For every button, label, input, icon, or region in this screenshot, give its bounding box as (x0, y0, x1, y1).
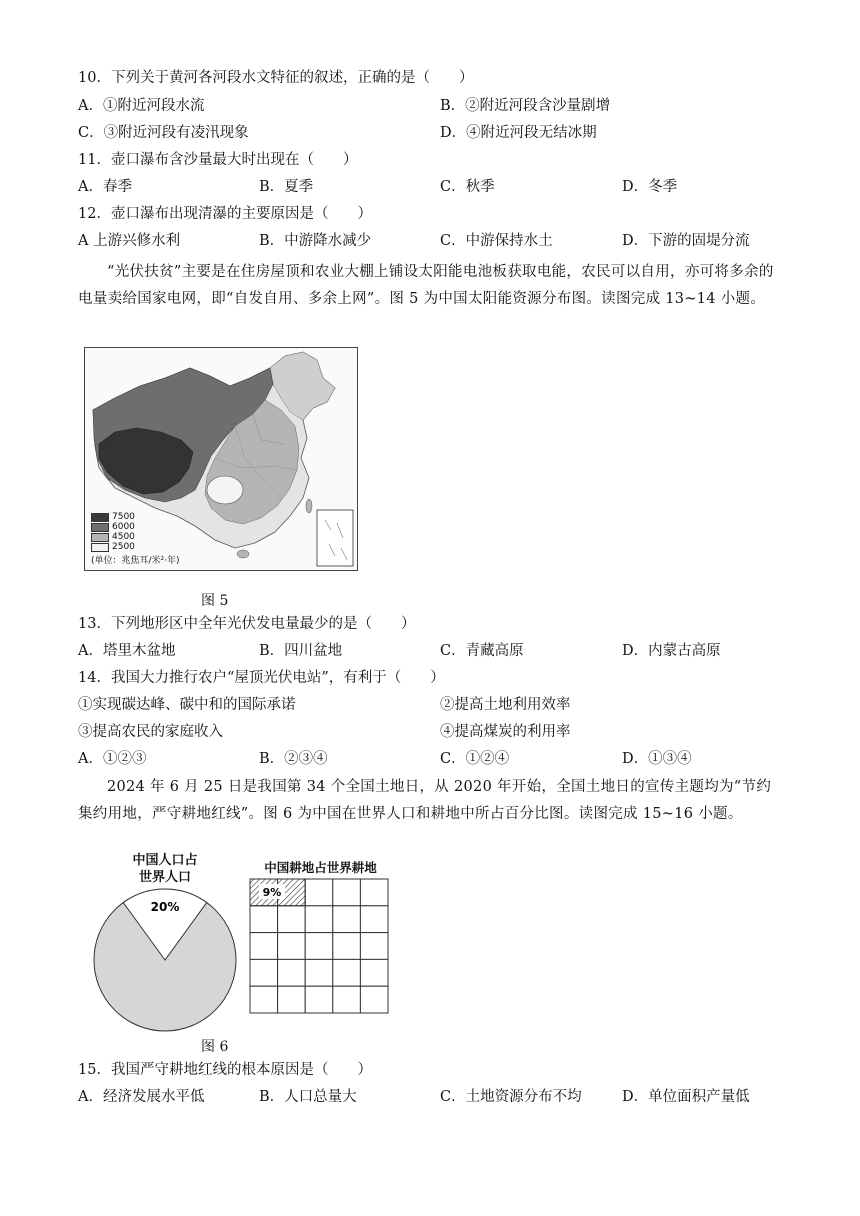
pie-title-line-1: 中国人口占 (132, 853, 198, 868)
farmland-grid-chart (249, 878, 389, 1014)
pie-slice-label: 20% (150, 900, 180, 914)
q14-statement-4: ④提高煤炭的利用率 (440, 724, 571, 740)
q14-stem: 14．我国大力推行农户“屋顶光伏电站”，有利于（ ） (78, 670, 445, 686)
q10-option-c: C．③附近河段有凌汛现象 (78, 125, 249, 141)
q14-statement-2: ②提高土地利用效率 (440, 697, 571, 713)
q14-statement-1: ①实现碳达峰、碳中和的国际承诺 (78, 697, 296, 713)
grid-cell (360, 959, 388, 986)
grid-cell (278, 959, 306, 986)
grid-cell (360, 986, 388, 1013)
q11-stem: 11．壶口瀑布含沙量最大时出现在（ ） (78, 152, 358, 168)
grid-cell (333, 906, 361, 933)
q10-option-a: A．①附近河段水流 (78, 98, 205, 114)
q14-option-b: B．②③④ (259, 751, 328, 767)
legend-unit: (单位：兆焦耳/米²·年) (91, 555, 180, 566)
china-solar-map (84, 347, 358, 571)
pie-title-line-2: 世界人口 (138, 870, 191, 885)
q13-option-b: B．四川盆地 (259, 643, 343, 659)
map-legend (91, 512, 180, 564)
q15-option-b: B．人口总量大 (259, 1089, 357, 1105)
q15-option-c: C．土地资源分布不均 (440, 1089, 582, 1105)
legend-label-7500: 7500 (112, 512, 135, 522)
q11-option-a: A．春季 (78, 179, 132, 195)
q13-option-c: C．青藏高原 (440, 643, 524, 659)
legend-swatch-2500 (91, 543, 109, 552)
q12-option-a: A 上游兴修水利 (78, 233, 181, 249)
q10-stem: 10．下列关于黄河各河段水文特征的叙述，正确的是（ ） (78, 70, 474, 86)
grid-cell (250, 959, 278, 986)
grid-cell (333, 959, 361, 986)
grid-cell (333, 933, 361, 960)
q12-option-d: D．下游的固堤分流 (622, 233, 750, 249)
legend-label-6000: 6000 (112, 522, 135, 532)
grid-cell (360, 906, 388, 933)
grid-cell (360, 879, 388, 906)
passage-land-day: 2024 年 6 月 25 日是我国第 34 个全国土地日，从 2020 年开始，全国土地日的宣传主题均为“节约集约用地，严守耕地红线”。图 6 为中国在世界人口和耕地中所占百分比图。读图完成 15~16 小题。 (78, 779, 772, 822)
grid-cell (360, 933, 388, 960)
grid-cell (333, 879, 361, 906)
grid-cell (250, 986, 278, 1013)
legend-label-2500: 2500 (112, 542, 135, 552)
q15-option-d: D．单位面积产量低 (622, 1089, 750, 1105)
q12-option-b: B．中游降水减少 (259, 233, 372, 249)
legend-item-6000 (91, 522, 180, 532)
legend-swatch-6000 (91, 523, 109, 532)
q15-option-a: A．经济发展水平低 (78, 1089, 205, 1105)
passage-solar: “光伏扶贫”主要是在住房屋顶和农业大棚上铺设太阳能电池板获取电能，农民可以自用，亦可将多余的电量卖给国家电网，即“自发自用、多余上网”。图 5 为中国太阳能资源分布图。读图完成 13~14 小题。 (78, 264, 774, 307)
grid-cell (278, 933, 306, 960)
q10-option-d: D．④附近河段无结冰期 (440, 125, 597, 141)
q10-option-b: B．②附近河段含沙量剧增 (440, 98, 611, 114)
grid-cell (278, 986, 306, 1013)
grid-cell (250, 906, 278, 933)
q13-option-d: D．内蒙古高原 (622, 643, 721, 659)
population-pie-chart (92, 887, 238, 1033)
legend-swatch-7500 (91, 513, 109, 522)
q15-stem: 15．我国严守耕地红线的根本原因是（ ） (78, 1062, 372, 1078)
grid-title: 中国耕地占世界耕地 (264, 860, 377, 875)
q13-option-a: A．塔里木盆地 (78, 643, 176, 659)
q11-option-d: D．冬季 (622, 179, 678, 195)
grid-cell (305, 879, 333, 906)
grid-cell (305, 906, 333, 933)
q11-option-b: B．夏季 (259, 179, 314, 195)
q14-option-d: D．①③④ (622, 751, 692, 767)
grid-cell (305, 986, 333, 1013)
q12-option-c: C．中游保持水土 (440, 233, 553, 249)
figure-5-caption: 图 5 (201, 593, 229, 609)
grid-cell (250, 933, 278, 960)
figure-6-caption: 图 6 (201, 1039, 229, 1055)
q11-option-c: C．秋季 (440, 179, 495, 195)
q14-option-a: A．①②③ (78, 751, 147, 767)
legend-item-4500 (91, 532, 180, 542)
legend-item-2500 (91, 542, 180, 552)
legend-swatch-4500 (91, 533, 109, 542)
q13-stem: 13．下列地形区中全年光伏发电量最少的是（ ） (78, 616, 416, 632)
grid-cell (305, 933, 333, 960)
pie-title (92, 852, 238, 886)
q14-statement-3: ③提高农民的家庭收入 (78, 724, 223, 740)
legend-label-4500: 4500 (112, 532, 135, 542)
q14-option-c: C．①②④ (440, 751, 510, 767)
q12-stem: 12．壶口瀑布出现清瀑的主要原因是（ ） (78, 206, 372, 222)
legend-item-7500 (91, 512, 180, 522)
grid-cell (333, 986, 361, 1013)
grid-cell (278, 906, 306, 933)
grid-share-label: 9% (262, 886, 282, 899)
grid-cell (305, 959, 333, 986)
